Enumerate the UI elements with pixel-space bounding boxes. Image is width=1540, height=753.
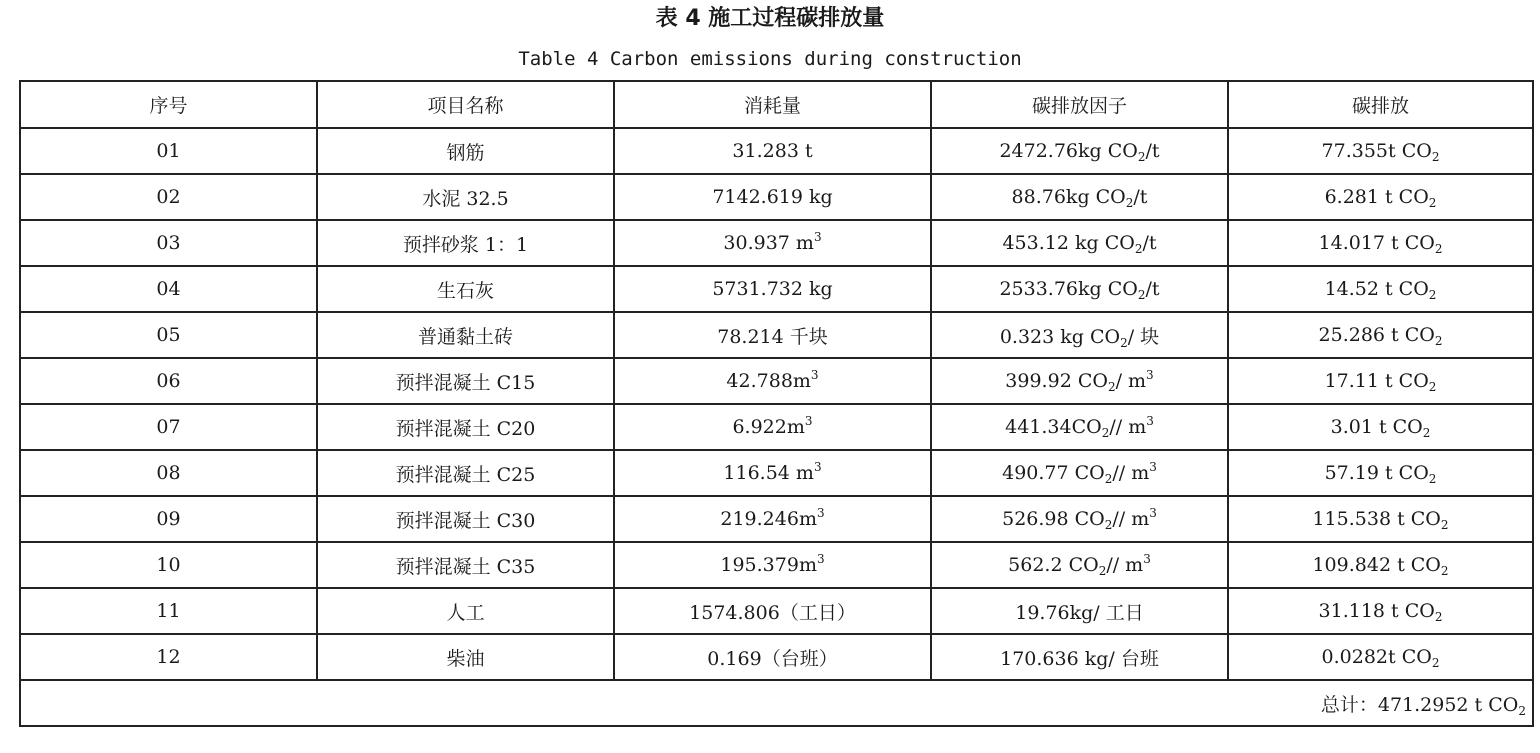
emission-text: 77.355t CO [1321, 140, 1432, 162]
co2-subscript: 2 [1431, 150, 1440, 164]
cell-consumption [614, 174, 931, 220]
cell-consumption [614, 542, 931, 588]
table-row [20, 450, 1533, 496]
cell-emission-factor [931, 588, 1228, 634]
item-name: 钢筋 [446, 141, 485, 164]
cell-emission [1228, 266, 1533, 312]
co2-subscript: 2 [1428, 288, 1437, 302]
total-subscript: 2 [1518, 703, 1526, 718]
cell-emission-factor [931, 128, 1228, 174]
unit-superscript: 3 [1149, 506, 1157, 520]
co2-subscript: 2 [1104, 472, 1113, 486]
cell-consumption [614, 266, 931, 312]
unit-superscript: 3 [810, 368, 819, 382]
cell-no [20, 634, 317, 680]
co2-subscript: 2 [1101, 426, 1110, 440]
consumption-text: 7142.619 kg [712, 186, 833, 208]
header-emission-factor: 碳排放因子 [931, 81, 1228, 128]
cell-consumption [614, 450, 931, 496]
unit-superscript: 3 [804, 414, 813, 428]
cell-emission-factor [931, 496, 1228, 542]
cell-item-name [317, 496, 614, 542]
factor-text: /t [1145, 278, 1160, 300]
factor-text: 19.76kg/ 工日 [1015, 601, 1144, 624]
consumption-text: 6.922m [732, 416, 805, 438]
cell-no [20, 128, 317, 174]
cell-emission-factor [931, 404, 1228, 450]
cell-emission-factor [931, 358, 1228, 404]
cell-consumption [614, 634, 931, 680]
factor-text: /t [1133, 186, 1148, 208]
cell-emission-factor [931, 634, 1228, 680]
emission-text: 31.118 t CO [1318, 600, 1435, 622]
cell-emission [1228, 128, 1533, 174]
table-row [20, 496, 1533, 542]
factor-text: 526.98 CO [1002, 508, 1105, 530]
unit-superscript: 3 [1146, 368, 1154, 382]
item-name: 人工 [446, 601, 485, 624]
co2-subscript: 2 [1434, 610, 1443, 624]
table-row [20, 542, 1533, 588]
cell-no [20, 404, 317, 450]
co2-subscript: 2 [1428, 380, 1437, 394]
row-number: 12 [156, 646, 181, 668]
co2-subscript: 2 [1431, 656, 1440, 670]
emission-text: 14.52 t CO [1324, 278, 1429, 300]
consumption-text: 0.169（台班） [707, 647, 838, 670]
row-number: 09 [156, 508, 181, 530]
row-number: 01 [156, 140, 181, 162]
table-row [20, 266, 1533, 312]
co2-subscript: 2 [1098, 564, 1107, 578]
item-name: 普通黏土砖 [417, 325, 513, 348]
cell-item-name [317, 358, 614, 404]
factor-text: // m [1112, 508, 1150, 530]
unit-superscript: 3 [1146, 414, 1154, 428]
row-number: 02 [156, 186, 181, 208]
co2-subscript: 2 [1120, 335, 1128, 350]
table-title-en: Table 4 Carbon emissions during construction [518, 48, 1022, 70]
cell-item-name [317, 404, 614, 450]
table-row [20, 634, 1533, 680]
table-row [20, 174, 1533, 220]
table-title-cn: 表 4 施工过程碳排放量 [655, 6, 885, 31]
co2-subscript: 2 [1107, 380, 1116, 394]
row-number: 11 [156, 600, 181, 622]
emission-text: 3.01 t CO [1330, 416, 1423, 438]
emission-text: 109.842 t CO [1312, 554, 1441, 576]
cell-consumption [614, 128, 931, 174]
cell-no [20, 358, 317, 404]
cell-consumption [614, 220, 931, 266]
cell-consumption [614, 358, 931, 404]
cell-item-name [317, 634, 614, 680]
table-row [20, 128, 1533, 174]
factor-text: 0.323 kg CO [999, 325, 1121, 348]
co2-subscript: 2 [1137, 150, 1146, 164]
factor-text: // m [1109, 416, 1147, 438]
factor-text: 453.12 kg CO [1002, 232, 1135, 254]
consumption-text: 195.379m [720, 554, 817, 576]
consumption-text: 219.246m [720, 508, 817, 530]
table-row [20, 588, 1533, 634]
cell-item-name [317, 450, 614, 496]
row-number: 08 [156, 462, 181, 484]
co2-subscript: 2 [1137, 288, 1146, 302]
item-name: 预拌混凝土 C15 [395, 371, 536, 394]
co2-subscript: 2 [1434, 334, 1443, 348]
row-number: 04 [156, 278, 181, 300]
consumption-text: 42.788m [726, 370, 811, 392]
total-text: 总计：471.2952 t CO [1320, 693, 1519, 716]
cell-emission [1228, 220, 1533, 266]
cell-consumption [614, 312, 931, 358]
row-number: 05 [156, 324, 181, 346]
cell-no [20, 450, 317, 496]
row-number: 03 [156, 232, 181, 254]
co2-subscript: 2 [1440, 518, 1449, 532]
carbon-emissions-table [19, 80, 1534, 727]
co2-subscript: 2 [1428, 472, 1437, 486]
consumption-text: 30.937 m [723, 232, 814, 254]
co2-subscript: 2 [1440, 564, 1449, 578]
cell-no [20, 588, 317, 634]
cell-emission [1228, 496, 1533, 542]
item-name: 预拌混凝土 C20 [395, 417, 536, 440]
factor-text: 88.76kg CO [1011, 186, 1126, 208]
factor-text: 170.636 kg/ 台班 [1000, 647, 1159, 670]
consumption-text: 78.214 千块 [717, 325, 828, 348]
factor-text: 399.92 CO [1005, 370, 1108, 392]
cell-no [20, 542, 317, 588]
cell-consumption [614, 496, 931, 542]
factor-text: 562.2 CO [1008, 554, 1099, 576]
table-body [20, 128, 1533, 680]
header-no: 序号 [20, 81, 317, 128]
item-name: 水泥 32.5 [422, 187, 509, 210]
cell-item-name [317, 174, 614, 220]
cell-no [20, 220, 317, 266]
factor-text: /t [1145, 140, 1160, 162]
emission-text: 25.286 t CO [1318, 324, 1435, 346]
factor-text: 2472.76kg CO [999, 140, 1138, 162]
row-number: 07 [156, 416, 181, 438]
emission-text: 17.11 t CO [1324, 370, 1429, 392]
factor-text: / m [1115, 370, 1147, 392]
cell-emission [1228, 174, 1533, 220]
unit-superscript: 3 [813, 460, 822, 474]
cell-item-name [317, 542, 614, 588]
cell-no [20, 174, 317, 220]
unit-superscript: 3 [816, 506, 825, 520]
unit-superscript: 3 [816, 552, 825, 566]
header-consumption: 消耗量 [614, 81, 931, 128]
factor-text: // m [1112, 462, 1150, 484]
factor-text: 490.77 CO [1002, 462, 1105, 484]
co2-subscript: 2 [1422, 426, 1431, 440]
factor-text: // m [1106, 554, 1144, 576]
emission-text: 0.0282t CO [1321, 646, 1432, 668]
consumption-text: 116.54 m [723, 462, 814, 484]
cell-emission [1228, 542, 1533, 588]
cell-no [20, 496, 317, 542]
item-name: 预拌砂浆 1：1 [402, 233, 529, 256]
cell-no [20, 266, 317, 312]
co2-subscript: 2 [1134, 242, 1143, 256]
cell-emission [1228, 588, 1533, 634]
cell-emission [1228, 312, 1533, 358]
unit-superscript: 3 [1149, 460, 1157, 474]
emission-text: 115.538 t CO [1312, 508, 1441, 530]
emission-text: 6.281 t CO [1324, 186, 1429, 208]
cell-consumption [614, 404, 931, 450]
row-number: 06 [156, 370, 181, 392]
cell-emission [1228, 404, 1533, 450]
table-row [20, 220, 1533, 266]
item-name: 预拌混凝土 C35 [395, 555, 536, 578]
consumption-text: 5731.732 kg [712, 278, 833, 300]
factor-text: / 块 [1127, 325, 1160, 348]
consumption-text: 31.283 t [732, 140, 813, 162]
total-cell [20, 680, 1533, 726]
item-name: 生石灰 [436, 279, 494, 302]
cell-item-name [317, 312, 614, 358]
total-row [20, 680, 1533, 726]
emission-text: 57.19 t CO [1324, 462, 1429, 484]
cell-item-name [317, 220, 614, 266]
emission-text: 14.017 t CO [1318, 232, 1435, 254]
table-row [20, 404, 1533, 450]
cell-emission [1228, 634, 1533, 680]
consumption-text: 1574.806（工日） [689, 601, 856, 624]
cell-item-name [317, 266, 614, 312]
cell-emission-factor [931, 542, 1228, 588]
factor-text: 2533.76kg CO [999, 278, 1138, 300]
table-row [20, 312, 1533, 358]
factor-text: /t [1142, 232, 1157, 254]
unit-superscript: 3 [813, 230, 822, 244]
co2-subscript: 2 [1125, 196, 1134, 210]
co2-subscript: 2 [1428, 196, 1437, 210]
item-name: 预拌混凝土 C30 [395, 509, 536, 532]
cell-item-name [317, 588, 614, 634]
cell-emission-factor [931, 220, 1228, 266]
unit-superscript: 3 [1143, 552, 1151, 566]
cell-emission-factor [931, 174, 1228, 220]
item-name: 柴油 [446, 647, 485, 670]
row-number: 10 [156, 554, 181, 576]
co2-subscript: 2 [1434, 242, 1443, 256]
item-name: 预拌混凝土 C25 [395, 463, 536, 486]
factor-text: 441.34CO [1005, 416, 1102, 438]
co2-subscript: 2 [1104, 518, 1113, 532]
header-item-name: 项目名称 [317, 81, 614, 128]
cell-consumption [614, 588, 931, 634]
table-row [20, 358, 1533, 404]
cell-item-name [317, 128, 614, 174]
cell-emission-factor [931, 266, 1228, 312]
cell-emission [1228, 450, 1533, 496]
header-row [20, 81, 1533, 128]
header-emission: 碳排放 [1228, 81, 1533, 128]
cell-emission-factor [931, 312, 1228, 358]
cell-emission [1228, 358, 1533, 404]
cell-emission-factor [931, 450, 1228, 496]
cell-no [20, 312, 317, 358]
